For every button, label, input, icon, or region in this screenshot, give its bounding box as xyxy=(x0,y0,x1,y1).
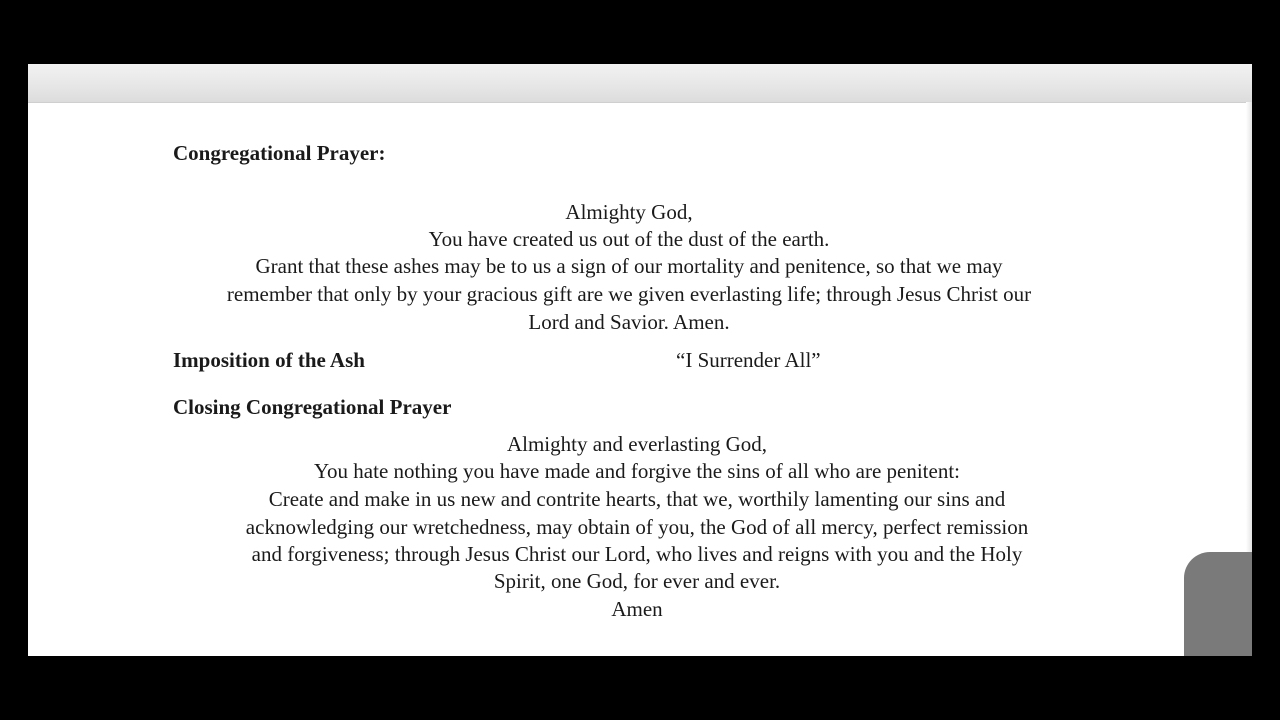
prayer1-line: You have created us out of the dust of the earth. xyxy=(428,227,830,251)
heading-closing-prayer: Closing Congregational Prayer xyxy=(173,395,452,419)
prayer1-line: Almighty God, xyxy=(565,200,693,224)
prayer2-line: Create and make in us new and contrite hearts, that we, worthily lamenting our sins and xyxy=(268,487,1006,511)
page-content xyxy=(28,64,1252,656)
prayer1-line: remember that only by your gracious gift are we given everlasting life; through Jesus Christ our xyxy=(226,282,1032,306)
heading-imposition-of-ash: Imposition of the Ash xyxy=(173,348,365,372)
prayer2-line: acknowledging our wretchedness, may obtain of you, the God of all mercy, perfect remission xyxy=(245,515,1029,539)
document-page xyxy=(28,64,1252,656)
prayer1-line: Lord and Savior. Amen. xyxy=(528,310,730,334)
corner-overlay-shape xyxy=(1184,552,1252,656)
prayer1-line: Grant that these ashes may be to us a sign of our mortality and penitence, so that we may xyxy=(255,254,1003,278)
hymn-title: “I Surrender All” xyxy=(676,348,821,372)
prayer2-line: You hate nothing you have made and forgive the sins of all who are penitent: xyxy=(313,459,960,483)
prayer2-line: and forgiveness; through Jesus Christ our Lord, who lives and reigns with you and the Holy xyxy=(251,542,1023,566)
prayer2-line: Spirit, one God, for ever and ever. xyxy=(493,569,781,593)
prayer2-line: Amen xyxy=(611,597,663,621)
prayer2-line: Almighty and everlasting God, xyxy=(506,432,768,456)
heading-congregational-prayer: Congregational Prayer: xyxy=(173,141,386,165)
